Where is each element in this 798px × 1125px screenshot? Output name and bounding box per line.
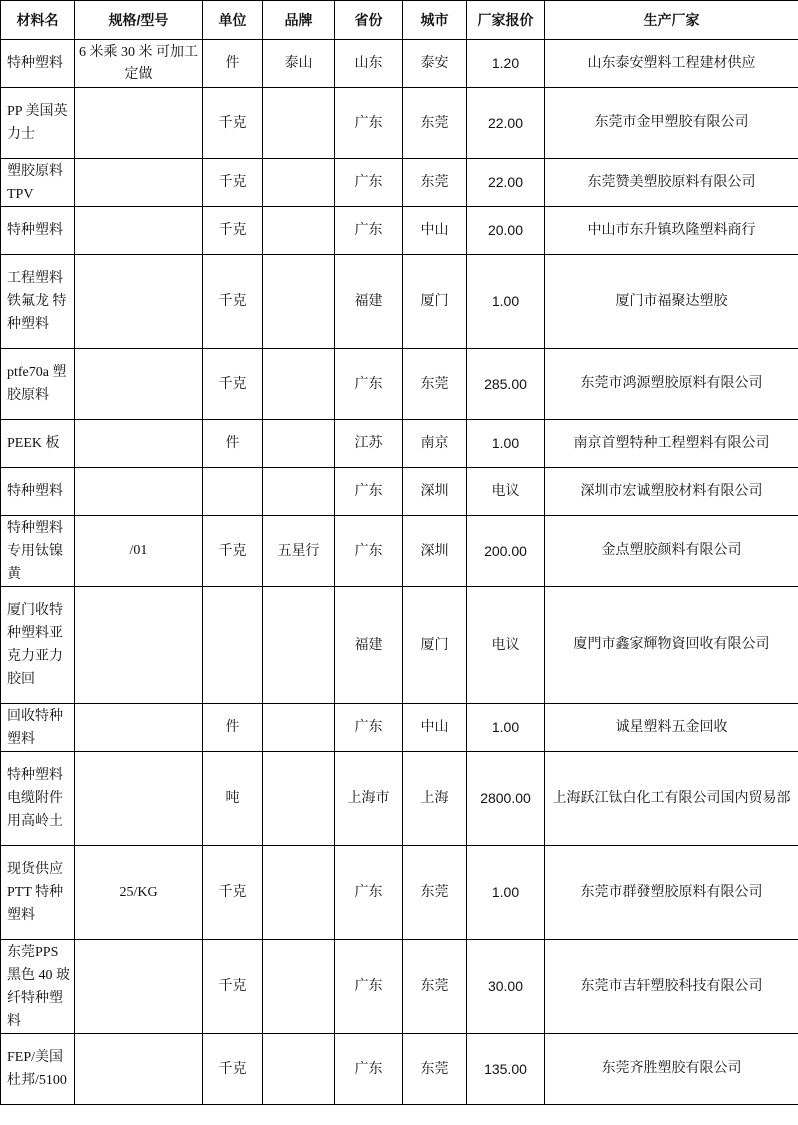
cell-manufacturer: 诚星塑料五金回收 (545, 704, 798, 752)
cell-unit: 千克 (203, 940, 263, 1034)
cell-spec (75, 1034, 203, 1105)
header-price: 厂家报价 (467, 1, 545, 40)
cell-price: 电议 (467, 468, 545, 516)
cell-spec: 25/KG (75, 846, 203, 940)
cell-city: 东莞 (403, 88, 467, 159)
cell-spec (75, 940, 203, 1034)
cell-price: 1.00 (467, 704, 545, 752)
cell-material: 工程塑料 铁氟龙 特种塑料 (1, 255, 75, 349)
table-row (1, 159, 798, 207)
cell-brand (263, 846, 335, 940)
table-row (1, 88, 798, 159)
table-row (1, 587, 798, 704)
cell-spec (75, 704, 203, 752)
table-row (1, 940, 798, 1034)
cell-province: 江苏 (335, 420, 403, 468)
cell-city: 厦门 (403, 587, 467, 704)
cell-city: 东莞 (403, 349, 467, 420)
cell-city: 东莞 (403, 846, 467, 940)
table-body (1, 40, 798, 1105)
table-row (1, 752, 798, 846)
header-material: 材料名 (1, 1, 75, 40)
cell-brand (263, 255, 335, 349)
cell-city: 南京 (403, 420, 467, 468)
cell-material: 特种塑料 (1, 207, 75, 255)
cell-price: 1.20 (467, 40, 545, 88)
cell-price: 1.00 (467, 846, 545, 940)
table-row (1, 40, 798, 88)
cell-brand (263, 587, 335, 704)
cell-city: 深圳 (403, 468, 467, 516)
cell-spec (75, 88, 203, 159)
table-row (1, 420, 798, 468)
cell-price: 22.00 (467, 88, 545, 159)
cell-material: 特种塑料专用钛镍黄 (1, 516, 75, 587)
cell-brand (263, 349, 335, 420)
cell-price: 30.00 (467, 940, 545, 1034)
cell-spec (75, 587, 203, 704)
cell-province: 广东 (335, 88, 403, 159)
cell-province: 广东 (335, 207, 403, 255)
table-row (1, 349, 798, 420)
cell-province: 福建 (335, 587, 403, 704)
cell-material: 东莞PPS 黑色 40 玻纤特种塑料 (1, 940, 75, 1034)
cell-unit: 千克 (203, 1034, 263, 1105)
cell-unit: 千克 (203, 846, 263, 940)
cell-manufacturer: 南京首塑特种工程塑料有限公司 (545, 420, 798, 468)
cell-brand: 五星行 (263, 516, 335, 587)
header-unit: 单位 (203, 1, 263, 40)
cell-province: 广东 (335, 1034, 403, 1105)
cell-brand (263, 159, 335, 207)
cell-brand (263, 1034, 335, 1105)
cell-material: FEP/美国杜邦/5100 (1, 1034, 75, 1105)
cell-province: 广东 (335, 940, 403, 1034)
cell-unit: 千克 (203, 207, 263, 255)
cell-province: 广东 (335, 704, 403, 752)
table-row (1, 468, 798, 516)
table-row (1, 704, 798, 752)
cell-city: 深圳 (403, 516, 467, 587)
cell-brand (263, 940, 335, 1034)
cell-spec (75, 207, 203, 255)
table-row (1, 516, 798, 587)
header-brand: 品牌 (263, 1, 335, 40)
table-row (1, 1034, 798, 1105)
cell-spec (75, 468, 203, 516)
header-city: 城市 (403, 1, 467, 40)
cell-unit: 千克 (203, 516, 263, 587)
cell-material: 特种塑料电缆附件用高岭土 (1, 752, 75, 846)
cell-price: 1.00 (467, 255, 545, 349)
cell-brand (263, 207, 335, 255)
cell-manufacturer: 金点塑胶颜料有限公司 (545, 516, 798, 587)
cell-unit: 吨 (203, 752, 263, 846)
cell-province: 广东 (335, 516, 403, 587)
cell-manufacturer: 山东泰安塑料工程建材供应 (545, 40, 798, 88)
cell-unit: 千克 (203, 159, 263, 207)
cell-province: 广东 (335, 349, 403, 420)
table-row (1, 207, 798, 255)
cell-city: 中山 (403, 704, 467, 752)
cell-manufacturer: 东莞齐胜塑胶有限公司 (545, 1034, 798, 1105)
cell-spec: /01 (75, 516, 203, 587)
cell-manufacturer: 东莞赞美塑胶原料有限公司 (545, 159, 798, 207)
cell-price: 135.00 (467, 1034, 545, 1105)
cell-price: 200.00 (467, 516, 545, 587)
cell-brand (263, 468, 335, 516)
cell-province: 广东 (335, 846, 403, 940)
cell-manufacturer: 东莞市金甲塑胶有限公司 (545, 88, 798, 159)
cell-price: 电议 (467, 587, 545, 704)
table-row (1, 255, 798, 349)
cell-unit: 千克 (203, 255, 263, 349)
cell-material: 厦门收特种塑料亚克力亚力胶回 (1, 587, 75, 704)
cell-city: 上海 (403, 752, 467, 846)
header-manufacturer: 生产厂家 (545, 1, 798, 40)
cell-brand (263, 88, 335, 159)
cell-material: 现货供应 PTT 特种塑料 (1, 846, 75, 940)
cell-province: 上海市 (335, 752, 403, 846)
cell-material: PP 美国英力士 (1, 88, 75, 159)
cell-city: 东莞 (403, 1034, 467, 1105)
cell-city: 东莞 (403, 940, 467, 1034)
cell-manufacturer: 东莞市吉轩塑胶科技有限公司 (545, 940, 798, 1034)
cell-unit: 件 (203, 704, 263, 752)
cell-manufacturer: 廈門市鑫家輝物資回收有限公司 (545, 587, 798, 704)
cell-spec (75, 255, 203, 349)
cell-material: 回收特种塑料 (1, 704, 75, 752)
cell-spec (75, 159, 203, 207)
cell-city: 中山 (403, 207, 467, 255)
cell-unit (203, 468, 263, 516)
table-row (1, 846, 798, 940)
cell-spec (75, 349, 203, 420)
header-row (1, 1, 798, 40)
cell-manufacturer: 东莞市群發塑胶原料有限公司 (545, 846, 798, 940)
cell-unit: 件 (203, 420, 263, 468)
cell-spec (75, 752, 203, 846)
cell-manufacturer: 中山市东升镇玖隆塑料商行 (545, 207, 798, 255)
cell-city: 厦门 (403, 255, 467, 349)
cell-price: 1.00 (467, 420, 545, 468)
cell-price: 2800.00 (467, 752, 545, 846)
cell-material: 特种塑料 (1, 40, 75, 88)
cell-unit: 件 (203, 40, 263, 88)
cell-brand (263, 752, 335, 846)
cell-brand (263, 704, 335, 752)
cell-manufacturer: 东莞市鸿源塑胶原料有限公司 (545, 349, 798, 420)
cell-manufacturer: 深圳市宏诚塑胶材料有限公司 (545, 468, 798, 516)
cell-province: 广东 (335, 468, 403, 516)
cell-city: 泰安 (403, 40, 467, 88)
cell-manufacturer: 上海跃江钛白化工有限公司国内贸易部 (545, 752, 798, 846)
header-spec: 规格/型号 (75, 1, 203, 40)
cell-price: 20.00 (467, 207, 545, 255)
cell-spec (75, 420, 203, 468)
cell-material: 塑胶原料 TPV (1, 159, 75, 207)
cell-material: 特种塑料 (1, 468, 75, 516)
cell-brand: 泰山 (263, 40, 335, 88)
cell-spec: 6 米乘 30 米 可加工定做 (75, 40, 203, 88)
cell-city: 东莞 (403, 159, 467, 207)
cell-province: 广东 (335, 159, 403, 207)
cell-province: 山东 (335, 40, 403, 88)
cell-brand (263, 420, 335, 468)
header-province: 省份 (335, 1, 403, 40)
cell-unit (203, 587, 263, 704)
cell-manufacturer: 厦门市福聚达塑胶 (545, 255, 798, 349)
cell-unit: 千克 (203, 349, 263, 420)
cell-unit: 千克 (203, 88, 263, 159)
cell-price: 22.00 (467, 159, 545, 207)
cell-price: 285.00 (467, 349, 545, 420)
cell-material: ptfe70a 塑胶原料 (1, 349, 75, 420)
cell-material: PEEK 板 (1, 420, 75, 468)
cell-province: 福建 (335, 255, 403, 349)
